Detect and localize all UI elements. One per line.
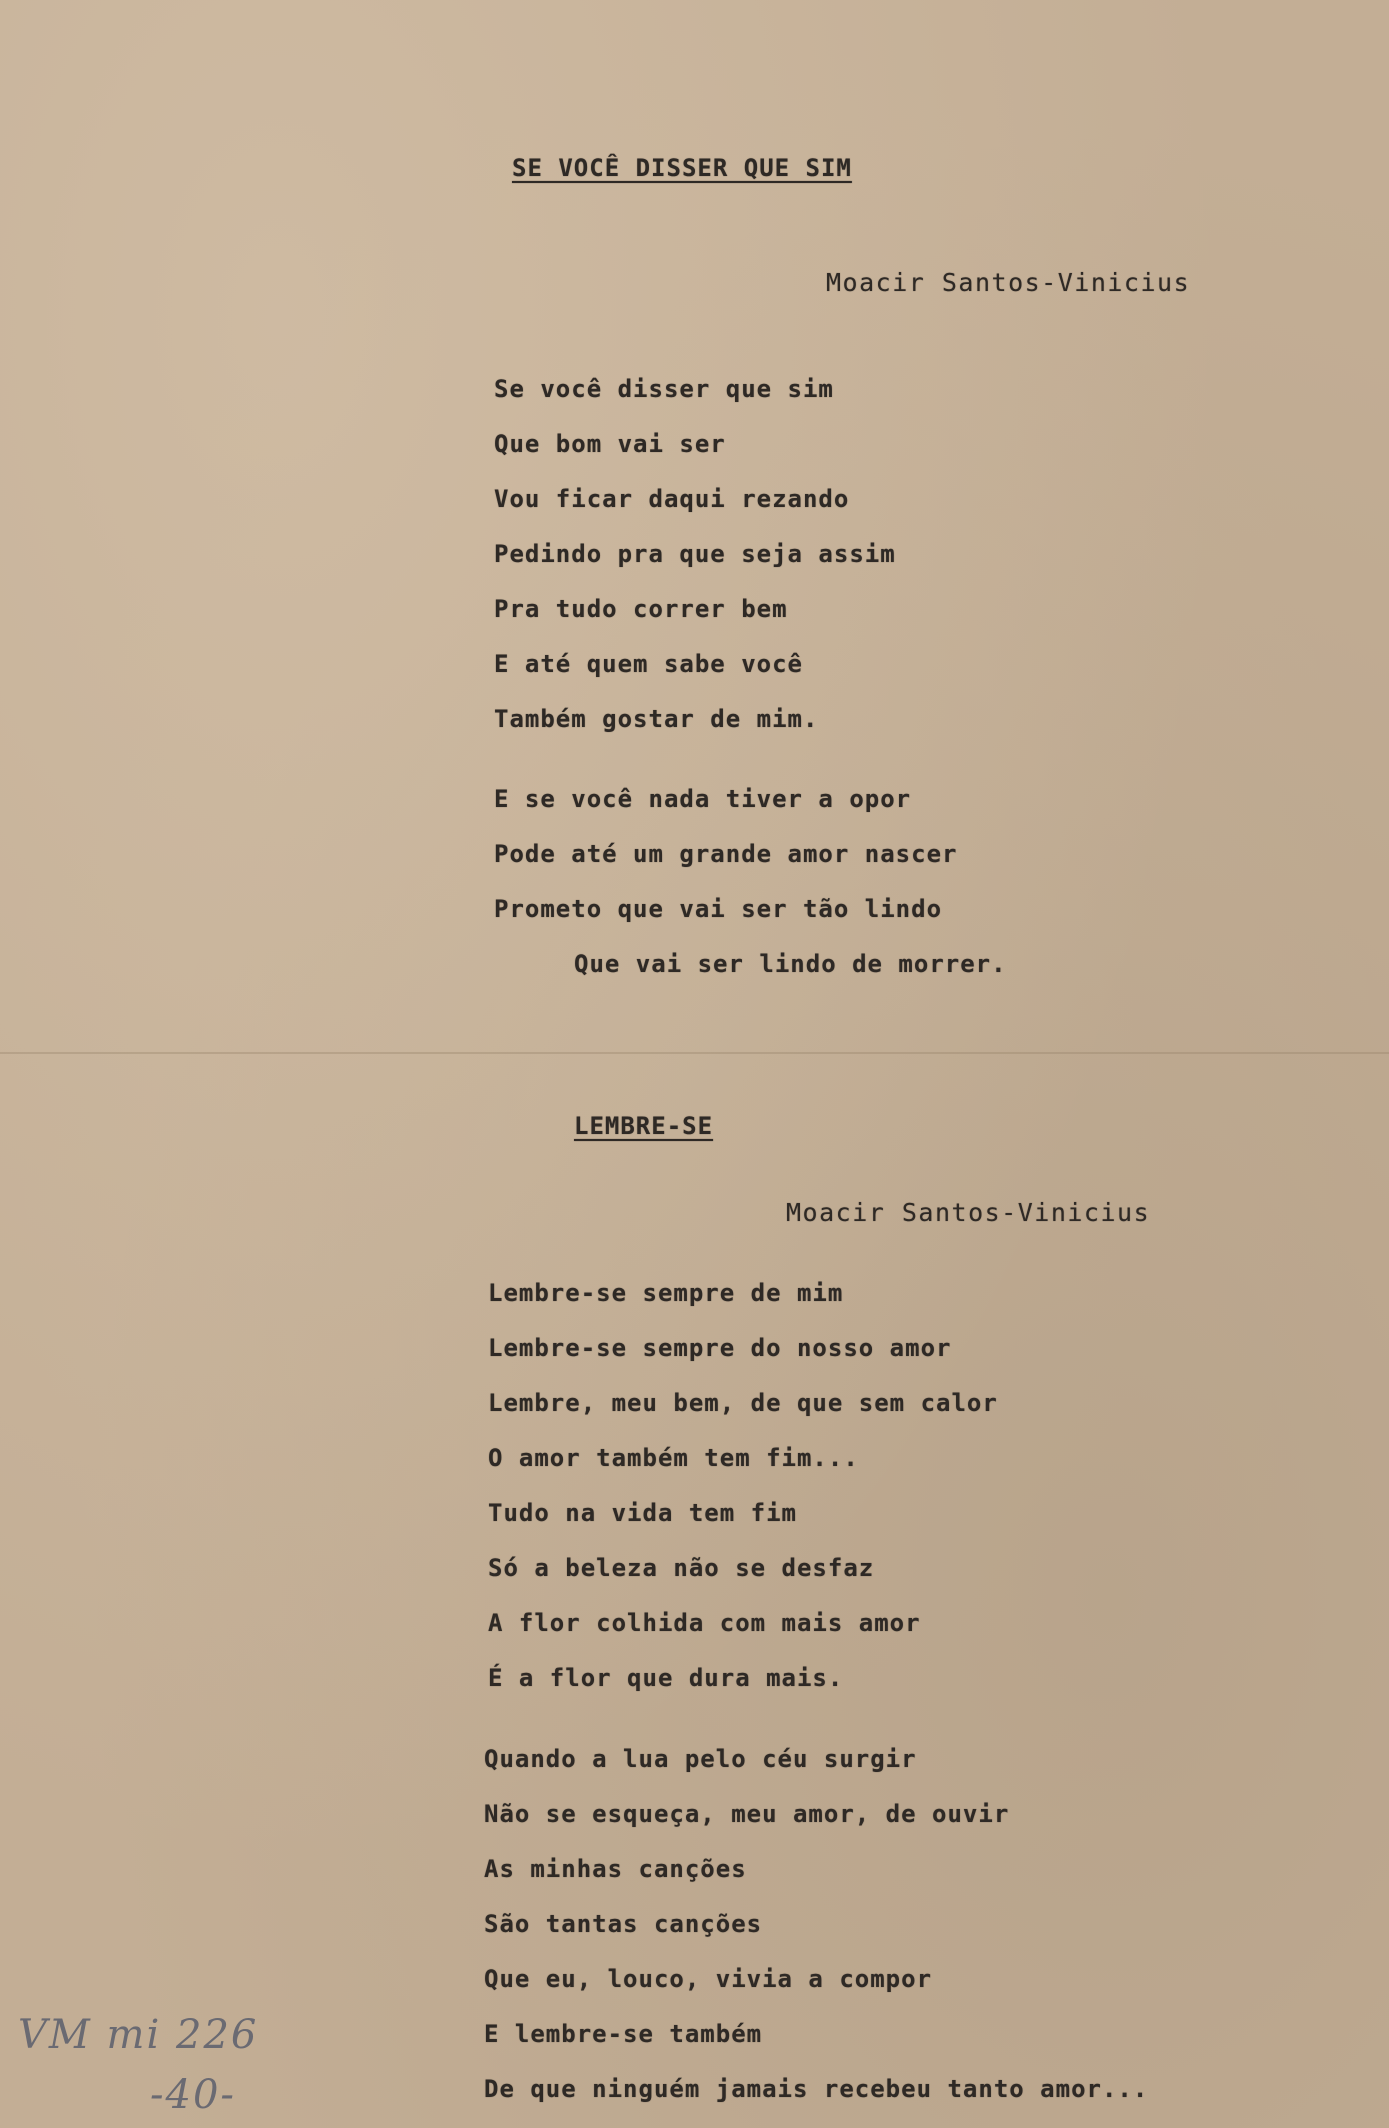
verse-line: Tudo na vida tem fim bbox=[488, 1499, 797, 1527]
verse-line: A flor colhida com mais amor bbox=[488, 1609, 921, 1637]
verse-line: Só a beleza não se desfaz bbox=[488, 1554, 875, 1582]
verse-line: Que vai ser lindo de morrer. bbox=[574, 950, 1007, 978]
verse-line: O amor também tem fim... bbox=[488, 1444, 859, 1472]
page-number-note: -40- bbox=[150, 2072, 236, 2118]
verse-line: Que bom vai ser bbox=[494, 430, 726, 458]
verse-line: De que ninguém jamais recebeu tanto amor... bbox=[484, 2075, 1149, 2103]
poem2-stanza2 bbox=[484, 1732, 1148, 2117]
paper-fold-line bbox=[0, 1052, 1389, 1054]
poem1-stanza2 bbox=[494, 772, 1007, 992]
verse-line: E até quem sabe você bbox=[494, 650, 803, 678]
poem2-author: Moacir Santos-Vinicius bbox=[786, 1198, 1151, 1227]
verse-line: Quando a lua pelo céu surgir bbox=[484, 1745, 917, 1773]
verse-line: Lembre-se sempre de mim bbox=[488, 1279, 844, 1307]
poem1-author: Moacir Santos-Vinicius bbox=[826, 268, 1191, 297]
verse-line: Se você disser que sim bbox=[494, 375, 834, 403]
verse-line: E lembre-se também bbox=[484, 2020, 763, 2048]
verse-line: Pra tudo correr bem bbox=[494, 595, 788, 623]
verse-line: Pedindo pra que seja assim bbox=[494, 540, 896, 568]
poem2-title: LEMBRE-SE bbox=[574, 1112, 714, 1140]
poem2-stanza1 bbox=[488, 1266, 998, 1706]
poem1-stanza1 bbox=[494, 362, 896, 747]
verse-line: As minhas canções bbox=[484, 1855, 747, 1883]
verse-line: É a flor que dura mais. bbox=[488, 1664, 844, 1692]
verse-line: Não se esqueça, meu amor, de ouvir bbox=[484, 1800, 1010, 1828]
verse-line: Lembre-se sempre do nosso amor bbox=[488, 1334, 952, 1362]
verse-line: São tantas canções bbox=[484, 1910, 763, 1938]
verse-line: Pode até um grande amor nascer bbox=[494, 840, 958, 868]
verse-line: Prometo que vai ser tão lindo bbox=[494, 895, 943, 923]
verse-line: Vou ficar daqui rezando bbox=[494, 485, 850, 513]
poem1-title: SE VOCÊ DISSER QUE SIM bbox=[512, 154, 852, 182]
verse-line: Que eu, louco, vivia a compor bbox=[484, 1965, 933, 1993]
verse-line: E se você nada tiver a opor bbox=[494, 785, 912, 813]
verse-line: Lembre, meu bem, de que sem calor bbox=[488, 1389, 998, 1417]
archive-code-note: VM mi 226 bbox=[18, 2012, 259, 2058]
verse-line: Também gostar de mim. bbox=[494, 705, 819, 733]
